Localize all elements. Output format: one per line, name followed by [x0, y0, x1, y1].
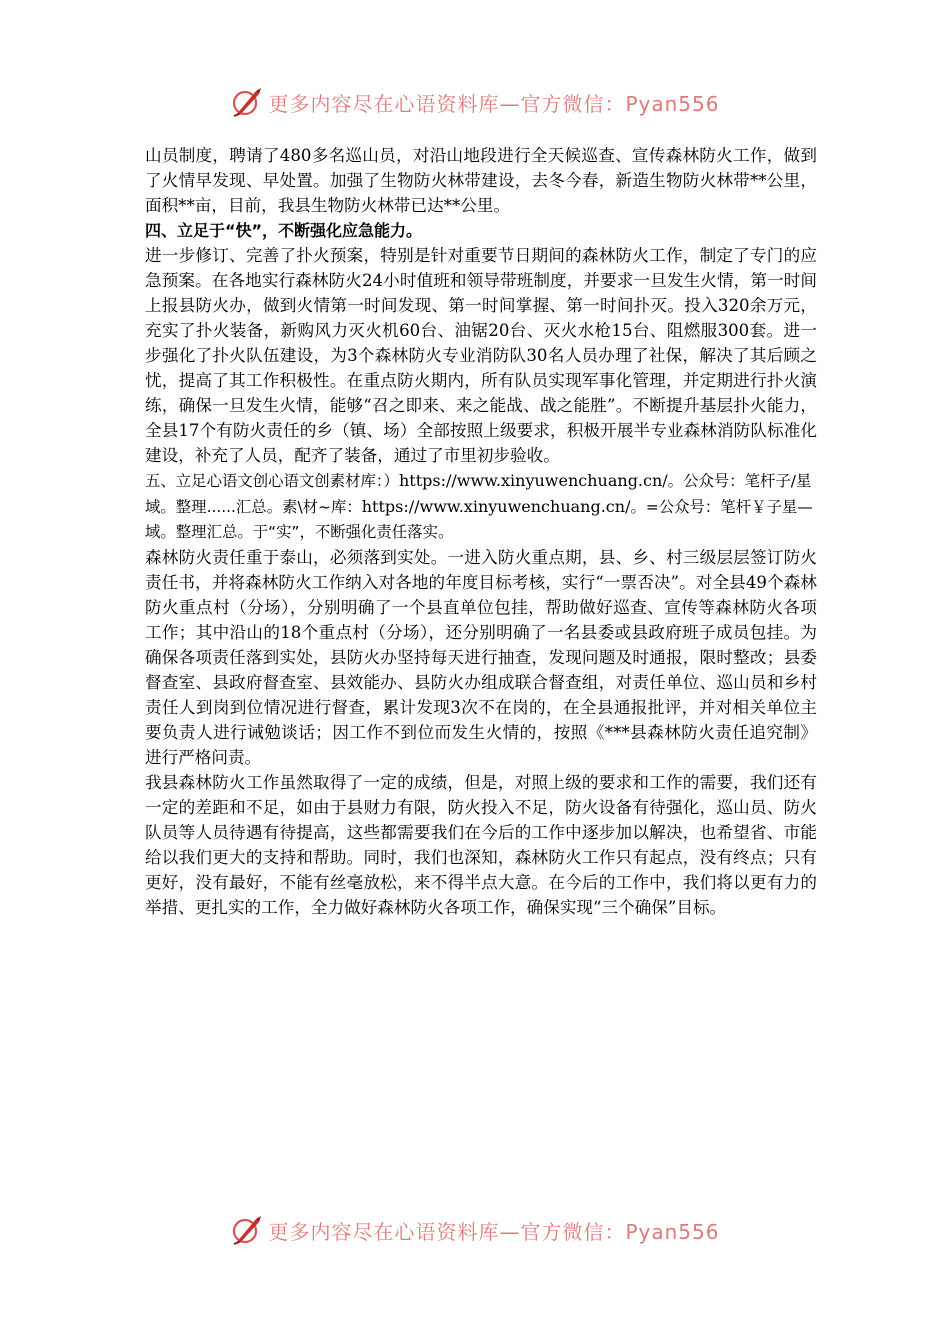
- document-body: [145, 143, 817, 920]
- source-link-1[interactable]: https://www.xinyuwenchuang.cn/: [398, 471, 668, 490]
- section-heading-5: [145, 468, 817, 545]
- quill-pen-logo-icon: [230, 1213, 264, 1247]
- footer-banner: [0, 1210, 950, 1250]
- header-banner: [0, 82, 950, 122]
- heading-5-part-a: 五、立足心语文创心语文创素材库：）: [145, 472, 399, 490]
- heading-5-part-b: 。公众号：笔杆子/星域。整理......汇总。素\材~库：: [145, 472, 812, 516]
- paragraph-responsibility: 森林防火责任重于泰山，必须落到实处。一进入防火重点期，县、乡、村三级层层签订防火责任书，并将森林防火工作纳入对各地的年度目标考核，实行“一票否决”。对全县49个森林防火重点村（分场），分别明确了一个县直单位包挂，帮助做好巡查、宣传等森林防火各项工作；其中沿山的18个重点村（分场），还分别明确了一名县委或县政府班子成员包挂。为确保各项责任落到实处，县防火办坚持每天进行抽查，发现问题及时通报，限时整改；县委督查室、县政府督查室、县效能办、县防火办组成联合督查组，对责任单位、巡山员和乡村责任人到岗到位情况进行督查，累计发现3次不在岗的，在全县通报批评，并对相关单位主要负责人进行诫勉谈话；因工作不到位而发生火情的，按照《***县森林防火责任追究制》进行严格问责。: [145, 548, 817, 767]
- paragraph-conclusion: 我县森林防火工作虽然取得了一定的成绩，但是，对照上级的要求和工作的需要，我们还有一定的差距和不足，如由于县财力有限，防火投入不足，防火设备有待强化，巡山员、防火队员等人员待遇有待提高，这些都需要我们在今后的工作中逐步加以解决，也希望省、市能给以我们更大的支持和帮助。同时，我们也深知，森林防火工作只有起点，没有终点；只有更好，没有最好，不能有丝毫放松，来不得半点大意。在今后的工作中，我们将以更有力的举措、更扎实的工作，全力做好森林防火各项工作，确保实现“三个确保”目标。: [145, 773, 817, 917]
- quill-pen-logo-icon: [230, 85, 264, 119]
- banner-text: 更多内容尽在心语资料库—官方微信：Pyan556: [268, 91, 720, 116]
- banner-text: 更多内容尽在心语资料库—官方微信：Pyan556: [268, 1219, 720, 1244]
- paragraph-emergency: 进一步修订、完善了扑火预案，特别是针对重要节日期间的森林防火工作，制定了专门的应急预案。在各地实行森林防火24小时值班和领导带班制度，并要求一旦发生火情，第一时间上报县防火办，做到火情第一时间发现、第一时间掌握、第一时间扑灭。投入320余万元，充实了扑火装备，新购风力灭火机60台、油锯20台、灭火水枪15台、阻燃服300套。进一步强化了扑火队伍建设，为3个森林防火专业消防队30名人员办理了社保，解决了其后顾之忧，提高了其工作积极性。在重点防火期内，所有队员实现军事化管理，并定期进行扑火演练，确保一旦发生火情，能够“召之即来、来之能战、战之能胜”。不断提升基层扑火能力，全县17个有防火责任的乡（镇、场）全部按照上级要求，积极开展半专业森林消防队标准化建设，补充了人员，配齐了装备，通过了市里初步验收。: [145, 246, 817, 465]
- section-heading-4: 四、立足于“快”，不断强化应急能力。: [145, 221, 423, 240]
- heading-5-part-c: 。=公众号：笔杆￥子星—域。整理汇总。于“实”，不断强化责任落实。: [145, 498, 813, 541]
- source-link-2[interactable]: https://www.xinyuwenchuang.cn/: [361, 497, 631, 516]
- paragraph-patrol: 山员制度，聘请了480多名巡山员，对沿山地段进行全天候巡查、宣传森林防火工作，做到了火情早发现、早处置。加强了生物防火林带建设，去冬今春，新造生物防火林带**公里，面积**亩，目前，我县生物防火林带已达**公里。: [145, 146, 817, 215]
